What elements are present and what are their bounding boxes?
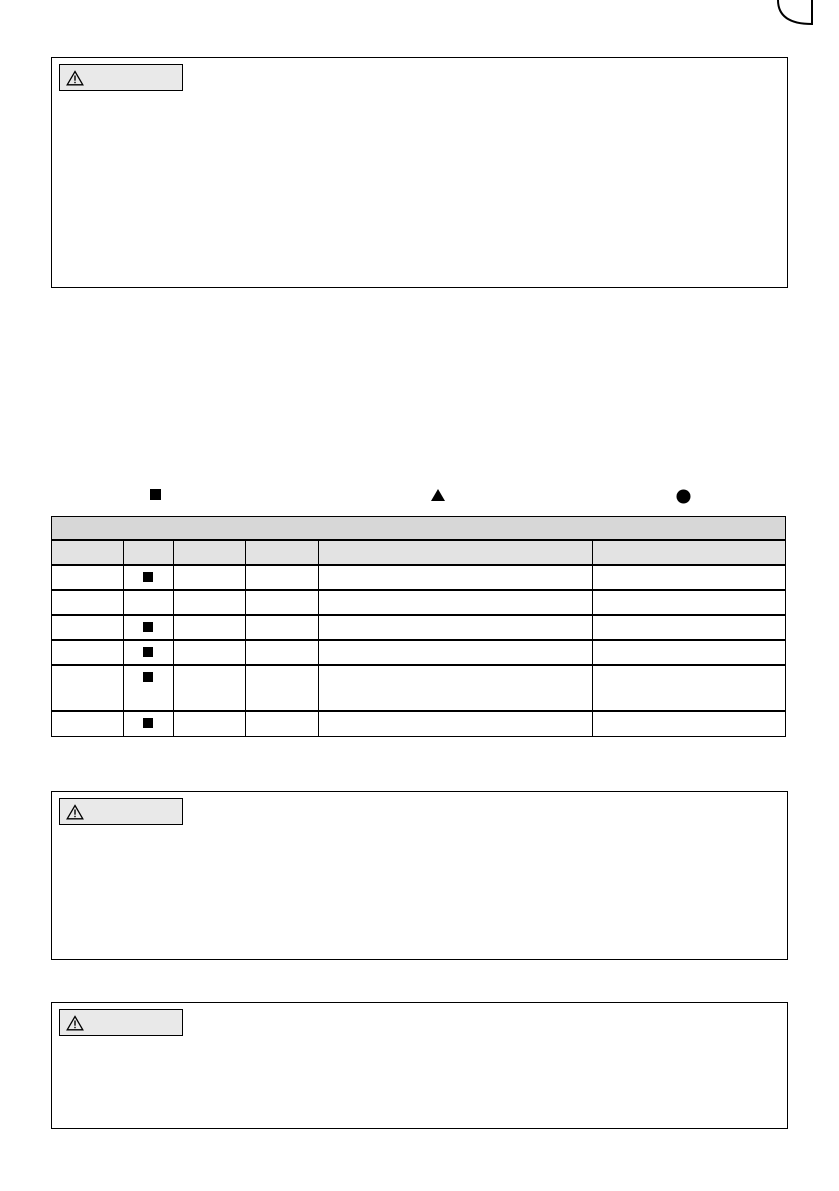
table-cell [52,616,124,639]
filled-square-icon [143,718,153,728]
column-header [124,541,174,564]
table-cell [174,566,246,589]
table-cell [593,641,785,664]
table-body [51,566,786,737]
warning-label-tag [59,64,183,91]
filled-square-icon [143,572,153,582]
warning-label-tag [59,1009,183,1036]
table-cell [319,666,593,710]
table-row [51,566,786,591]
table-cell [246,666,319,710]
table-cell [124,712,174,736]
legend-triangle [431,489,445,505]
table-cell [52,591,124,614]
filled-circle-icon [676,489,691,504]
column-header [319,541,593,564]
table-row [51,641,786,666]
table-cell [246,616,319,639]
table-cell [593,666,785,710]
table-cell [593,591,785,614]
table-header-row [51,541,786,566]
table-row [51,616,786,641]
table-cell [174,666,246,710]
warning-box-1 [51,57,788,288]
table-cell [174,616,246,639]
table-cell [174,591,246,614]
column-header [593,541,785,564]
table-cell [174,641,246,664]
filled-square-icon [143,672,153,682]
table-row [51,666,786,712]
legend-circle [676,489,691,505]
column-header [246,541,319,564]
column-header [52,541,124,564]
warning-label-tag [59,798,183,825]
warning-box-3 [51,1002,788,1129]
table-cell [593,616,785,639]
column-header [174,541,246,564]
table-cell [124,616,174,639]
table-cell [124,591,174,614]
table-row [51,591,786,616]
warning-triangle-icon [66,804,84,820]
warning-box-2 [51,791,788,960]
table-cell [246,712,319,736]
filled-triangle-icon [431,489,445,502]
filled-square-icon [150,489,162,501]
table-cell [593,566,785,589]
table-cell [52,641,124,664]
table-row [51,712,786,737]
table-cell [319,641,593,664]
table-cell [124,566,174,589]
table-cell [319,712,593,736]
table-cell [319,616,593,639]
warning-triangle-icon [66,1015,84,1031]
table-cell [593,712,785,736]
filled-square-icon [143,647,153,657]
table-cell [319,591,593,614]
table-cell [124,666,174,710]
table-cell [246,591,319,614]
table-cell [319,566,593,589]
warning-triangle-icon [66,70,84,86]
legend-square [150,489,162,505]
table-cell [52,666,124,710]
spec-table [51,516,786,737]
table-cell [246,566,319,589]
table-cell [246,641,319,664]
table-cell [52,712,124,736]
table-cell [52,566,124,589]
table-cell [124,641,174,664]
table-title-bar [51,516,786,541]
table-cell [174,712,246,736]
filled-square-icon [143,622,153,632]
